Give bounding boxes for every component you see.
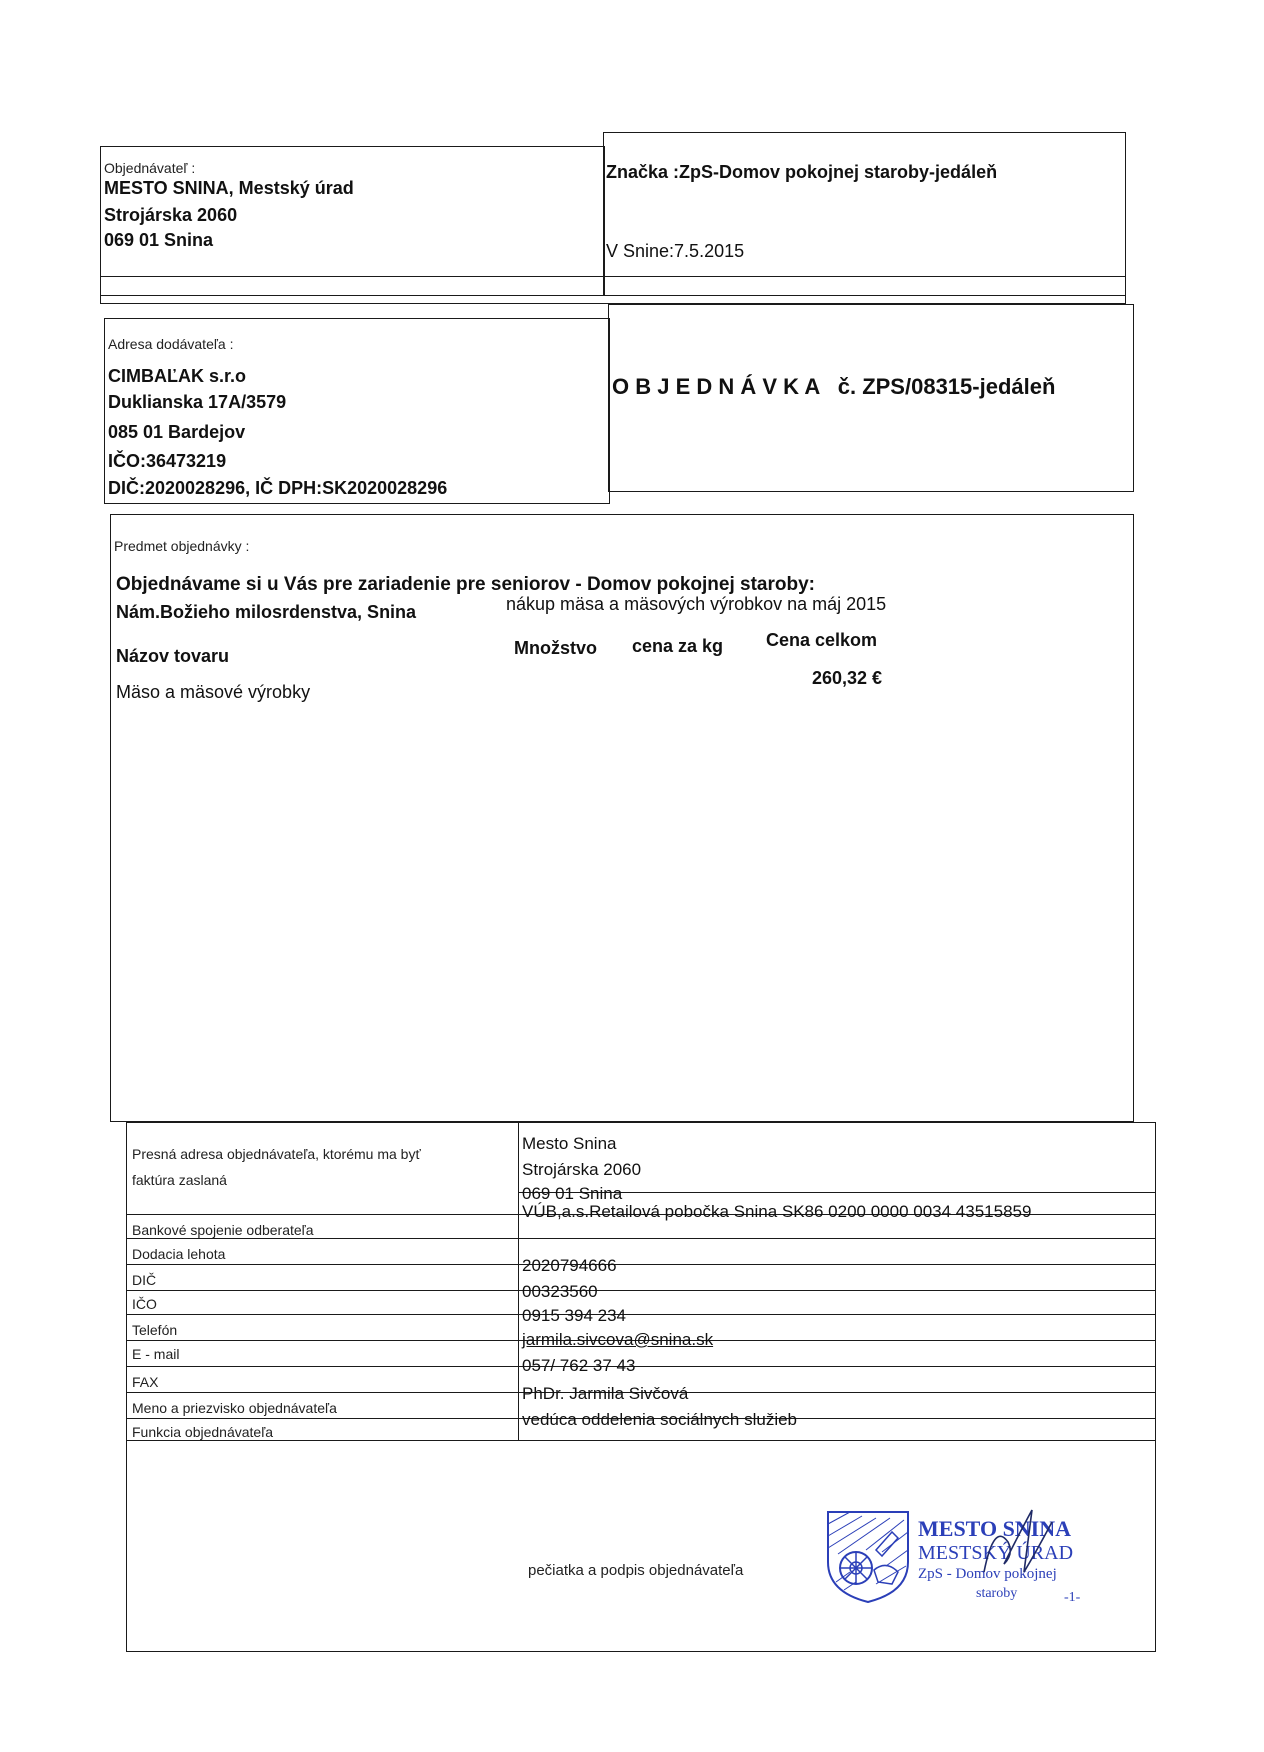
phone-value: 0915 394 234 [522,1306,626,1325]
delivery-label: Dodacia lehota [132,1246,226,1262]
supplier-city: 085 01 Bardejov [108,422,246,442]
item-name: Mäso a mäsové výrobky [116,682,311,702]
row-line [126,1238,1156,1239]
reference-box [603,132,1126,296]
stamp-line-4: staroby [976,1586,1018,1601]
order-title: O B J E D N Á V K A č. ZPS/08315-jedáleň [612,374,1056,399]
orderer-city: 069 01 Snina [104,230,214,250]
orderer-street: Strojárska 2060 [104,205,238,225]
ico-value: 00323560 [522,1282,598,1301]
orderer-label: Objednávateľ : [104,160,196,176]
stamp-line-1: MESTO SNINA [918,1516,1072,1541]
column-total: Cena celkom [766,630,878,650]
invoice-line-2: Strojárska 2060 [522,1160,642,1179]
bank-label: Bankové spojenie odberateľa [132,1222,314,1238]
invoice-address-label: Presná adresa objednávateľa, ktorému ma byť [132,1146,421,1162]
invoice-address-label-2: faktúra zaslaná [132,1172,227,1188]
row-line [126,1290,1156,1291]
row-line [126,1264,1156,1265]
role-value: vedúca oddelenia sociálnych služieb [522,1410,798,1429]
role-label: Funkcia objednávateľa [132,1424,274,1440]
fax-label: FAX [132,1374,159,1390]
subject-label: Predmet objednávky : [114,538,250,554]
item-total: 260,32 € [812,668,883,688]
supplier-label: Adresa dodávateľa : [108,336,234,352]
ico-label: IČO [132,1296,157,1312]
stamp-line-3: ZpS - Domov pokojnej [918,1566,1057,1582]
spacer-row [100,276,1126,304]
supplier-dic: DIČ:2020028296, IČ DPH:SK2020028296 [108,478,448,498]
phone-label: Telefón [132,1322,178,1338]
person-label: Meno a priezvisko objednávateľa [132,1400,337,1416]
orderer-name: MESTO SNINA, Mestský úrad [104,178,354,198]
dic-label: DIČ [132,1272,157,1288]
page-number: -1- [1064,1590,1081,1605]
subject-line2: Nám.Božieho milosrdenstva, Snina [116,602,417,622]
email-value: jarmila.sivcova@snina.sk [522,1330,714,1349]
stamp [824,1510,1094,1606]
row-line [126,1366,1156,1367]
coat-of-arms-icon [826,1510,910,1604]
signature-scribble-icon [974,1502,1064,1592]
reference-date: V Snine:7.5.2015 [606,241,745,261]
person-value: PhDr. Jarmila Sivčová [522,1384,689,1403]
stamp-line-2: MESTSKÝ ÚRAD [918,1542,1074,1564]
dic-value: 2020794666 [522,1256,617,1275]
subject-line2-note: nákup mäsa a mäsových výrobkov na máj 2015 [506,594,887,614]
invoice-line-3: 069 01 Snina [522,1184,623,1203]
row-line [126,1314,1156,1315]
supplier-name: CIMBAĽAK s.r.o [108,366,247,386]
reference-mark: Značka :ZpS-Domov pokojnej staroby-jedáleň [606,162,998,182]
column-name: Názov tovaru [116,646,230,666]
bank-value: VÚB,a.s.Retailová pobočka Snina SK86 0200 0000 0034 43515859 [522,1202,1032,1221]
row-line [126,1440,1156,1441]
email-label: E - mail [132,1346,180,1362]
fax-value: 057/ 762 37 43 [522,1356,636,1375]
supplier-street: Duklianska 17A/3579 [108,392,287,412]
column-price: cena za kg [632,636,724,656]
subject-line1: Objednávame si u Vás pre zariadenie pre seniorov - Domov pokojnej staroby: [116,574,815,595]
signature-label: pečiatka a podpis objednávateľa [528,1562,744,1579]
invoice-line-1: Mesto Snina [522,1134,617,1153]
column-quantity: Množstvo [514,638,597,658]
supplier-ico: IČO:36473219 [108,451,227,471]
